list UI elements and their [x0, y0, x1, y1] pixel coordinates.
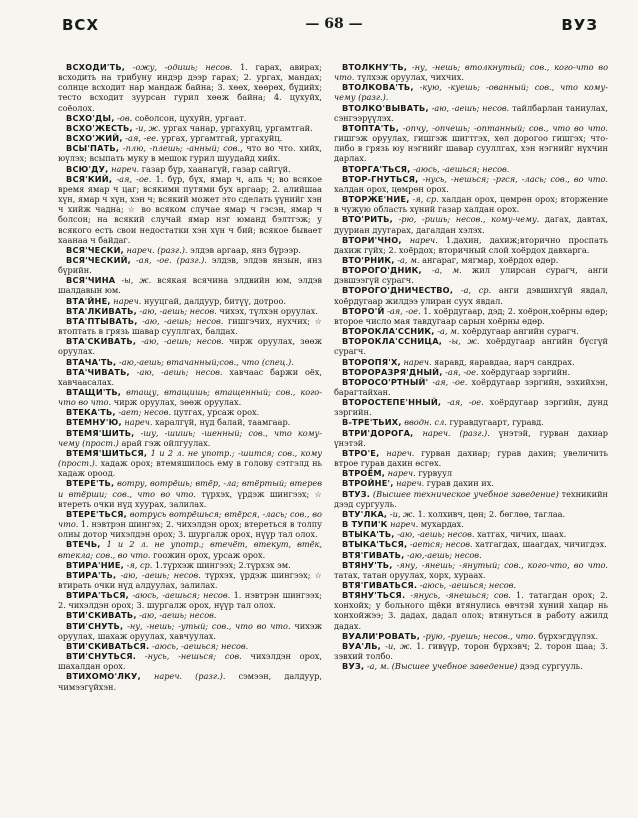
entry-headword: ВТЯНУ'ТЬ, [342, 559, 393, 570]
entry-grammar: -ая, -ое. (разг.). [135, 254, 207, 265]
entry-grammar: -ается; несов. [409, 539, 473, 550]
entry-grammar: -ая, -ое. [387, 305, 421, 316]
dictionary-entry [334, 580, 608, 590]
entry-headword: В-ТРЕ'ТЬИХ, [342, 417, 402, 428]
page-header [52, 14, 616, 36]
entry-grammar: -ы, ж. [121, 275, 152, 286]
entry-translation: хоёрдугаар зэргийн, эзхийхэн, барагтайхан. [334, 376, 608, 397]
entry-grammar: -ая, -ое. [116, 173, 152, 184]
entry-grammar: -а, м. [437, 326, 460, 337]
entry-grammar: -ов. [117, 112, 133, 123]
entry-translation: дагах, давтах, дууриан дуугарах, дагалдан хэлэх. [334, 214, 608, 235]
dictionary-entry [58, 407, 322, 417]
entry-translation: татах, татан оруулах, хорх, хурааx. [334, 569, 486, 580]
entry-grammar: -янусь, -янешься; сов. [410, 590, 511, 601]
dictionary-entry [334, 285, 608, 305]
left-column [58, 62, 322, 810]
entry-grammar: -аюсь, -аешься; несов. [132, 590, 231, 601]
entry-translation: 1. нэвтрэн шингээх; 2. чихэлдэн орох; 3. шургалж орох, нүүр тал олох. [58, 590, 322, 611]
entry-grammar: -аюсь, -аешься; несов. [419, 579, 517, 590]
entry-grammar: (Высшее техническое учебное заведение) [372, 488, 559, 499]
dictionary-entry [58, 570, 322, 590]
entry-headword: ВТРОЙНЕ', [342, 478, 394, 489]
dictionary-entry [58, 336, 322, 356]
dictionary-entry [334, 468, 608, 478]
entry-headword: ВТА'ЧИВАТЬ, [66, 366, 130, 377]
dictionary-entry [58, 296, 322, 306]
entry-translation: ангараг, мягмар, хоёрдох өдөр. [422, 254, 559, 265]
entry-translation: хавчаас баржи оёх, хавчаасалах. [58, 366, 322, 387]
entry-headword: ВТЕМНУ'Ю, [66, 417, 122, 428]
dictionary-entry [334, 336, 608, 356]
entry-headword: ВТОЛКОВА'ТЬ, [342, 82, 414, 93]
entry-headword: ВТОЛКО'ВЫВАТЬ, [342, 102, 429, 113]
entry-translation: гурав дахин их. [426, 478, 494, 489]
dictionary-entry [58, 255, 322, 275]
entry-translation: хоёрдугаар ангийн бүсгүй сурагч. [334, 336, 608, 357]
entry-headword: ВТЫКА'ТЬСЯ, [342, 539, 408, 550]
entry-headword: ВТА'ПТЫВАТЬ, [66, 315, 138, 326]
entry-headword: ВТУЗ. [342, 488, 371, 499]
entry-translation: хатгах, чичих, шааx. [477, 529, 567, 540]
entry-headword: ВТА'ЛКИВАТЬ, [66, 305, 137, 316]
entry-headword: ВУАЛИ'РОВАТЬ, [342, 630, 421, 641]
entry-translation: үнэтэй, гурван дахиар үнэтэй. [334, 427, 608, 448]
entry-grammar: нареч. (разг.). [126, 244, 188, 255]
entry-grammar: -аю,-аешь; несов. [407, 549, 482, 560]
dictionary-entry [334, 265, 608, 285]
dictionary-entry [334, 509, 608, 519]
dictionary-entry [58, 174, 322, 245]
dictionary-entry [58, 367, 322, 387]
entry-translation: гишгэж оруулах, гишгэж шигтгэх, хөл дорогоо гишгэх; что-либо в грязь юу нэгнийг шавар сууллгах, хэн нэгнийг нүхчин дарлах. [334, 133, 608, 164]
entry-translation: 1. татагдан орох; 2. хонхойх; у больного щёки втянулись өвчтэй хүний хацар нь хонхойжээ; 3. дадах, дадал олох; втянуться в работу ажилд дадах. [334, 590, 608, 631]
dictionary-entry [334, 377, 608, 397]
entry-translation: түрхэх, үрдэж шингээх; ☆ втереть очки нүд хуурах, залилах. [58, 488, 322, 509]
entry-translation: мухардах. [420, 519, 464, 530]
entry-translation: 1. гарах, авирах; всходить на трибуну индэр дээр гарах; 2. ургах, мандах; солнце всходит нар мандаж байна; 3. хөөх, хөөрөх, бүдийх; тесто всходит зуурсан гурил хөөж байна; 4. цухуйх, соёолох. [58, 62, 322, 113]
entry-translation: гоожин орох, урсаж орох. [153, 549, 266, 560]
entry-translation: чихэх, түлхэн оруулах. [219, 305, 319, 316]
entry-grammar: -ожу, -одишь; несов. [132, 62, 233, 72]
dictionary-entry [58, 245, 322, 255]
entry-grammar: нареч. [386, 447, 415, 458]
dictionary-entry [58, 651, 322, 671]
dictionary-entry [334, 478, 608, 488]
entry-headword: ВСХО'ДЫ, [66, 112, 115, 123]
dictionary-entry [58, 621, 322, 641]
entry-grammar: -аю, -аешь; несов. [431, 102, 510, 113]
entry-grammar: -ы, ж. [448, 336, 480, 347]
dictionary-entry [58, 610, 322, 620]
entry-headword: ВТОРЖЕ'НИЕ, [342, 194, 410, 205]
entry-headword: ВТОРОКЛА'ССНИЦА, [342, 336, 443, 347]
dictionary-entry [58, 316, 322, 336]
entry-translation: гурван дахиар; гурав дахин; увеличить втрое гурав дахин өсгөх. [334, 447, 608, 469]
entry-headword: ВТОРИ'ЧНО, [342, 234, 402, 245]
entry-translation: чихэлдэн орох, шахалдан орох. [58, 651, 322, 672]
entry-grammar: 1 и 2 л. не употр.; -шится; сов., кому (прост.). [58, 447, 322, 469]
entry-grammar: нареч. [111, 163, 140, 174]
entry-translation: хоёрдугаар зэргийн. [481, 366, 571, 377]
dictionary-entry [58, 143, 322, 163]
entry-headword: ВТИРА'ТЬ, [66, 569, 117, 580]
entry-grammar: -аю, -аешь; несов. [139, 610, 217, 621]
entry-translation: 1. гивүүр, торон бүрхэвч; 2. торон шаа; 3. зэвхий толбо. [334, 640, 608, 662]
entry-grammar: -я, ср. [412, 194, 439, 205]
dictionary-entry [58, 560, 322, 570]
entry-translation: элдэв, элдэв янзын, янз бүрийн. [58, 254, 322, 276]
entry-grammar: -я, ср. [126, 559, 153, 570]
entry-grammar: -ая, -ее. [125, 133, 159, 144]
entry-headword: ВТЕРЕ'ТЬСЯ, [66, 508, 127, 519]
entry-grammar: -рю, -ришь; несов., кому-чему. [398, 214, 540, 225]
entry-headword: ВТАЧА'ТЬ, [66, 356, 117, 367]
dictionary-entry [334, 194, 608, 214]
entry-headword: ВТОЛКНУ'ТЬ, [342, 62, 408, 72]
entry-grammar: вводн. сл. [404, 417, 447, 428]
entry-headword: ВТЕМЯ'ШИТЬСЯ, [66, 447, 148, 458]
entry-translation: жил улирсан сурагч, анги дэвшээгүй сурагч. [334, 265, 608, 286]
entry-translation: халдан орох, цөмрөн орох. [334, 183, 449, 194]
entry-headword: ВТА'СКИВАТЬ, [66, 336, 137, 347]
entry-headword: ВТА'ЙНЕ, [66, 295, 111, 306]
entry-grammar: нареч. [396, 478, 425, 489]
entry-grammar: -аю,-аешь; втачанный;сов., что (спец.). [118, 356, 294, 367]
entry-headword: ВТИРА'НИЕ, [66, 559, 124, 570]
entry-headword: ВТИХОМО'ЛКУ, [66, 671, 141, 682]
entry-headword: ВТРОЁМ, [342, 468, 386, 479]
dictionary-entry [58, 275, 322, 295]
entry-translation: гурвуул [418, 468, 453, 479]
entry-grammar: -яну, -янешь; -янутый; сов., кого-что, во что. [396, 559, 608, 570]
dictionary-entry [334, 417, 608, 427]
entry-translation: 1.дахин, дахиж;вторично проспать дахиж гүйх; 2. хоёрдох; вторичный слой хоёрдох давхарга. [334, 234, 608, 255]
entry-translation: 1. бүр, бүх, ямар ч, аль ч; во всякое время ямар ч цаг; всякими путями бух аргаар; 2. алийшаа хүн, ямар ч хүн, хэн ч; всякий может это сделать үүнийг хэн ч хийж чадна; ☆ во всяком случае ямар ч гэсэн, ямар ч болсон; на всякий случай ямар нэг юманд бэлтгэж; у всякого есть свои недостатки хэн хүн ч бий; всякое бывает хаанаа ч байдаг. [58, 173, 322, 245]
entry-headword: ВТОРОРАЗРЯ'ДНЫЙ, [342, 366, 443, 377]
entry-grammar: 1 и 2 л. не употр.; втечёт, втекут, втёк, втекла; сов., во что. [58, 539, 322, 560]
entry-headword: ВТИ'СКИВАТЬ, [66, 610, 137, 621]
dictionary-entry [58, 62, 322, 113]
dictionary-entry [334, 357, 608, 367]
dictionary-entry [58, 428, 322, 448]
entry-translation: техникийн дээд сургууль. [334, 488, 608, 509]
entry-grammar: -а, м. [397, 254, 420, 265]
entry-headword: ВСЯ'ЧЕСКИ, [66, 244, 124, 255]
entry-headword: ВТИРА'ТЬСЯ, [66, 590, 129, 601]
entry-headword: ВТРО'Е, [342, 447, 380, 458]
entry-translation: всякая всячина элдвийн юм, элдэв шалдавын юм. [58, 275, 322, 296]
entry-translation: арай гэж ойлгуулах. [121, 437, 211, 448]
entry-grammar: нареч. [124, 417, 153, 428]
entry-grammar: -рую, -руешь; несов., что. [422, 630, 536, 641]
entry-headword: ВТОРОГО'ДНИЧЕСТВО, [342, 285, 454, 296]
entry-translation: дээд сургууль. [520, 661, 583, 672]
entry-headword: ВТОПТА'ТЬ, [342, 122, 400, 133]
entry-grammar: -аю, -аешь; несов. [141, 336, 224, 347]
entry-translation: хоёрдугаар ангийн сурагч. [462, 326, 579, 337]
entry-headword: ВТОРОСТЕПЕ'ННЫЙ, [342, 397, 442, 408]
entry-headword: ВСХОДИ'ТЬ, [66, 62, 126, 72]
entry-headword: ВСЫ'ПАТЬ, [66, 143, 120, 154]
entry-headword: ВТИ'СНУТЬ, [66, 620, 124, 631]
dictionary-entry [334, 631, 608, 641]
entry-headword: ВСХО'ЖИЙ, [66, 133, 123, 144]
entry-grammar: -нусь, -нешься; сов. [144, 651, 242, 662]
entry-grammar: -ну, -нешь; втолкнутый; сов., кого-что во что. [334, 62, 608, 83]
dictionary-entry [334, 174, 608, 194]
entry-headword: ВУА'ЛЬ, [342, 640, 381, 651]
entry-grammar: втащу, втащишь; втащенный; сов., кого-что во что. [58, 387, 322, 408]
dictionary-entry [334, 661, 608, 671]
entry-grammar: нареч. [113, 295, 142, 306]
entry-headword: ВТЕМЯ'ШИТЬ, [66, 427, 135, 438]
entry-headword: ВСЮ'ДУ, [66, 163, 109, 174]
entry-translation: түлхэж оруулах, чихчих. [357, 72, 464, 83]
entry-headword: ВСХО'ЖЕСТЬ, [66, 122, 133, 133]
entry-grammar: -аюсь, -аешься; несов. [413, 163, 510, 174]
entry-headword: ВТЯ'ГИВАТЬ, [342, 549, 405, 560]
entry-translation: бүрхэгдүүлэх. [538, 630, 598, 641]
entry-grammar: вотру, вотрёшь; втёр, -ла; втёртый; втерев и втёрши; сов., что во что. [58, 478, 322, 499]
entry-translation: чихэж оруулах, шахаж оруулах, хавчуулах. [58, 620, 322, 641]
entry-grammar: -опчу, -опчешь; -оптанный; сов., что во что. [402, 122, 608, 133]
header-last-word: ВУЗ [561, 16, 598, 34]
entry-grammar: -нусь, -нешься; -ргся, -лась; сов., во что. [422, 173, 608, 184]
dictionary-entry [334, 641, 608, 661]
entry-grammar: -а, м. (Высшее учебное заведение) [366, 661, 518, 672]
entry-grammar: -аю, -аешь; несов. [136, 366, 223, 377]
entry-grammar: нареч. (разг.). [153, 671, 226, 682]
dictionary-entry [58, 478, 322, 508]
dictionary-entry [58, 671, 322, 691]
entry-headword: ВТОРОКЛА'ССНИК, [342, 326, 435, 337]
entry-headword: ВСЯ'ЧИНА [66, 275, 116, 286]
entry-translation: харалгүй, нүд балай, таамгаар. [155, 417, 291, 428]
entry-grammar: -кую, -куешь; -ованный; сов., что кому-чему (разг.). [334, 82, 608, 103]
entry-grammar: -аю, -аешь; несов. [139, 305, 217, 316]
entry-headword: ВТОР-ГНУТЬСЯ, [342, 173, 419, 184]
entry-headword: ВТОРОСО'РТНЫЙ' [342, 376, 429, 387]
entry-headword: ВТЕКА'ТЬ, [66, 407, 116, 418]
entry-headword: ВТРИ'ДОРОГА, [342, 427, 414, 438]
entry-translation: чирж оруулах, зөөж оруулах. [58, 336, 322, 357]
dictionary-entry [58, 448, 322, 478]
entry-grammar: -аюсь, -аешься; несов. [151, 640, 249, 651]
entry-grammar: нареч. [390, 519, 419, 530]
entry-grammar: -и, ж. [135, 122, 161, 133]
entry-headword: ВТОРОГО'ДНИК, [342, 265, 422, 276]
dictionary-entry [334, 123, 608, 164]
dictionary-entry [58, 509, 322, 539]
entry-headword: ВТУ'ЛКА, [342, 508, 388, 519]
dictionary-entry [58, 123, 322, 133]
entry-translation: гишгэчих, нухчих; ☆ втоптать в грязь шавар сууллгах, балдах. [58, 315, 322, 337]
page-number: — 68 — [305, 16, 363, 32]
entry-grammar: -плю, -плешь; -анный; сов., [122, 143, 243, 154]
entry-headword: ВТЕРЕ'ТЬ, [66, 478, 115, 489]
dictionary-entry [58, 133, 322, 143]
entry-translation: газар бүр, хаанагүй, газар сайгүй. [141, 163, 291, 174]
dictionary-entry [58, 306, 322, 316]
entry-headword: ВТО'РИТЬ, [342, 214, 393, 225]
entry-headword: ВСЯ'КИЙ, [66, 173, 113, 184]
entry-grammar: нареч. [403, 356, 432, 367]
dictionary-entry [58, 164, 322, 174]
dictionary-entry [334, 560, 608, 580]
entry-grammar: нареч. [409, 234, 438, 245]
dictionary-entry [334, 82, 608, 102]
dictionary-entry [334, 448, 608, 468]
dictionary-entry [334, 103, 608, 123]
dictionary-entry [334, 550, 608, 560]
dictionary-entry [334, 590, 608, 631]
entry-headword: ВТЫКА'ТЬ, [342, 529, 395, 540]
dictionary-entry [334, 367, 608, 377]
entry-headword: ВТОРГА'ТЬСЯ, [342, 163, 411, 174]
dictionary-entry [334, 214, 608, 234]
entry-translation: 1.түрхэж шингээх; 2.түрхэх эм. [154, 559, 291, 570]
entry-headword: ВТИ'СКИВАТЬСЯ. [66, 640, 150, 651]
entry-grammar: вотрусь вотрёшься; втёрся, -лась; сов., во что. [58, 508, 322, 530]
entry-grammar: -аю, -аешь; несов. [142, 315, 224, 326]
entry-grammar: -ая, -ое. [445, 366, 479, 377]
dictionary-entry [334, 306, 608, 326]
dictionary-entry [334, 489, 608, 509]
entry-headword: ВТОРОПЯ'Х, [342, 356, 401, 367]
dictionary-entry [58, 539, 322, 559]
entry-grammar: -а, м. [431, 265, 462, 276]
entry-grammar: нареч. (разг.). [422, 427, 490, 438]
entry-headword: ВТЯНУ'ТЬСЯ. [342, 590, 406, 601]
entry-grammar: -ая, -ое. [432, 376, 468, 387]
entry-headword: ВТО'РНИК, [342, 254, 395, 265]
entry-headword: ВТИ'СНУТЬСЯ. [66, 651, 137, 662]
entry-headword: ВСЯ'ЧЕСКИЙ, [66, 254, 131, 265]
dictionary-entry [58, 113, 322, 123]
entry-headword: ВТОРО'Й [342, 305, 385, 316]
entry-grammar: -ает; несов. [118, 407, 172, 418]
entry-headword: ВУЗ, [342, 661, 365, 672]
dictionary-entry [334, 164, 608, 174]
entry-translation: 1. хоёрдугаар, дэд; 2. хоёрон,хоёрны өдөр; второе число мая тавдугаар сарын хоёрны өдөр. [334, 305, 608, 326]
dictionary-entry [334, 428, 608, 448]
dictionary-entry [334, 235, 608, 255]
dictionary-entry [334, 255, 608, 265]
dictionary-entry [334, 519, 608, 529]
right-column [334, 62, 608, 810]
entry-translation: хоёрдугаар зэргийн, дунд зэргийн. [334, 397, 608, 418]
entry-grammar: -шу, -шишь; -шенный; сов., что кому-чему (прост.) [58, 427, 322, 448]
entry-translation: хадаж орох; втемяшилось ему в голову сэтгэлд нь хадаж ороод. [58, 458, 322, 479]
entry-grammar: -ая, -ое. [447, 397, 484, 408]
entry-translation: ургах, ургамтгай, ургахуйц. [161, 133, 283, 144]
dictionary-entry [334, 539, 608, 549]
dictionary-entry [334, 326, 608, 336]
entry-headword: ВТЕЧЬ, [66, 539, 101, 550]
entry-headword: ВТЯ'ГИВАТЬСЯ. [342, 579, 418, 590]
entry-grammar: -и, ж. [385, 640, 413, 651]
dictionary-entry [334, 397, 608, 417]
dictionary-entry [58, 590, 322, 610]
entry-grammar: -ну, -нешь; -утый; сов., что во что. [127, 620, 291, 631]
entry-headword: В ТУПИ'К [342, 519, 388, 530]
entry-grammar: -а, ср. [460, 285, 492, 296]
dictionary-entry [58, 387, 322, 407]
entry-headword: ВТАЩИ'ТЬ, [66, 387, 122, 397]
entry-grammar: -и, ж. [389, 508, 415, 519]
entry-grammar: -аю, -аешь; несов. [120, 569, 201, 580]
entry-translation: түрхэх, үрдэж шингээх; ☆ втирать очки нүд алдуулах, залилах. [58, 569, 322, 590]
entry-translation: нууцгай, далдуур, битүү, дотроо. [143, 295, 286, 306]
entry-translation: сэмээн, далдуур, чимээгүйхэн. [58, 671, 322, 692]
entry-translation: халдан орох, цөмрөн орох; вторжение в чужую область хүний газар халдан орох. [334, 194, 608, 215]
entry-translation: ургах чанар, ургахуйц, ургамтгай. [163, 122, 313, 133]
entry-translation: что во что. хийх, юүлэх; всыпать муку в мешок гурил шуудайд хийх. [58, 143, 322, 164]
entry-translation: гуравдугаарт, гуравд. [449, 417, 544, 428]
dictionary-entry [58, 641, 322, 651]
entry-translation: яаравд, яаравдаа, яарч сандрах. [434, 356, 575, 367]
dictionary-entry [334, 529, 608, 539]
entry-translation: 1. холхивч, цөн; 2. бөглөө, таглаа. [417, 508, 566, 519]
dictionary-entry [334, 62, 608, 82]
entry-grammar: нареч. [387, 468, 416, 479]
entry-translation: хатгагдах, шаагдах, чичигдэх. [475, 539, 607, 550]
entry-translation: соёолсон, цухуйн, ургаат. [134, 112, 247, 123]
entry-translation: 1. нэвтрэн шингэх; 2. чихэлдэн орох; втереться в толпу олны дотор чихэлдэн орох; 3. шургалж орох, нүүр тал олох. [58, 519, 322, 540]
entry-grammar: -аю, -аешь; несов. [397, 529, 475, 540]
entry-translation: цутгах, урсаж орох. [173, 407, 260, 418]
header-first-word: ВСХ [62, 16, 100, 34]
entry-translation: чирж оруулах, зөөж оруулах. [113, 397, 242, 408]
dictionary-entry [58, 417, 322, 427]
entry-translation: анги дэвшихгүй явдал, хоёрдугаар жилдээ улиран суух явдал. [334, 285, 608, 306]
dictionary-entry [58, 357, 322, 367]
entry-translation: тайлбарлан таниулах, сэнгээрүүлэх. [334, 102, 608, 123]
entry-translation: элдэв аргаар, янз бүрээр. [190, 244, 301, 255]
